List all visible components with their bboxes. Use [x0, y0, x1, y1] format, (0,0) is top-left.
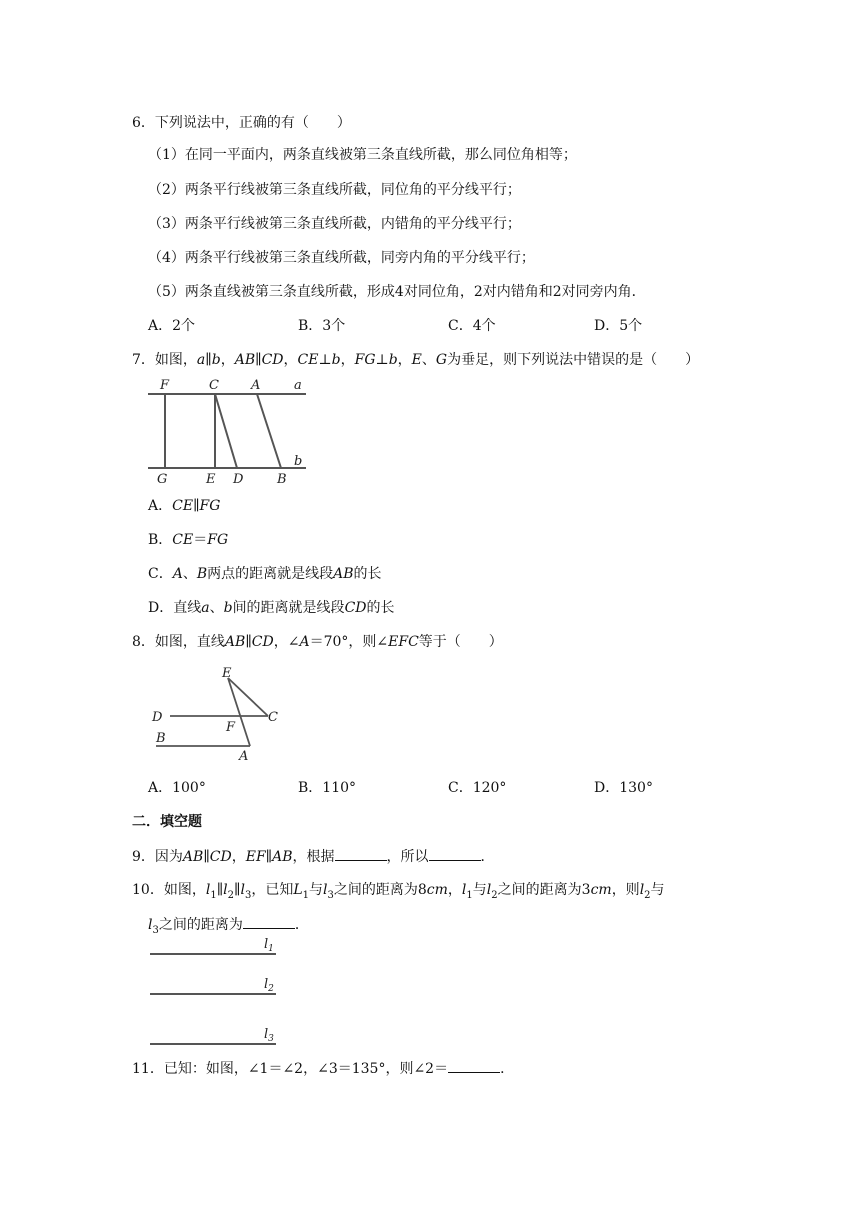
label-a: A [251, 378, 261, 393]
label-e: E [206, 472, 216, 486]
label-f: F [160, 378, 170, 393]
q6-option-a: A．2个 [148, 318, 196, 334]
segment-ab [257, 394, 281, 468]
label-l1: $l_1$ [264, 937, 274, 954]
q7-stem: 7．如图，a∥b，AB∥CD，CE⊥b，FG⊥b，E、G为垂足，则下列说法中错误的是（ ） [132, 352, 700, 368]
q8-figure [146, 660, 286, 764]
label-c: C [268, 710, 278, 725]
q9-stem: 9．因为AB∥CD，EF∥AB，根据 ，所以 ． [132, 846, 495, 867]
q10-blank[interactable] [243, 914, 295, 929]
label-b: B [156, 731, 166, 746]
label-d: D [233, 472, 244, 486]
section-title-fill-blank: 二．填空题 [132, 814, 202, 830]
q7-option-b: B．CE＝FG [148, 532, 229, 548]
q6-item-3: （3）两条平行线被第三条直线所截，内错角的平分线平行； [148, 216, 521, 232]
q6-stem: 6．下列说法中，正确的有（ ） [132, 115, 351, 131]
q7-option-a: A．CE∥FG [148, 498, 221, 514]
q6-item-5: （5）两条直线被第三条直线所截，形成4对同位角，2对内错角和2对同旁内角． [148, 284, 646, 300]
q8-option-a: A．100° [148, 780, 206, 796]
label-e: E [222, 666, 232, 681]
q7-option-d: D．直线a、b间的距离就是线段CD的长 [148, 600, 395, 616]
label-g: G [157, 472, 168, 486]
q6-item-1: （1）在同一平面内，两条直线被第三条直线所截，那么同位角相等； [148, 147, 577, 163]
label-d: D [152, 710, 163, 725]
segment-cd [215, 394, 237, 468]
label-line-b: b [294, 454, 303, 469]
q8-option-b: B．110° [298, 780, 357, 796]
q10-figure [148, 932, 280, 1052]
q7-option-c: C．A、B两点的距离就是线段AB的长 [148, 566, 382, 582]
q6-option-c: C．4个 [448, 318, 496, 334]
q6-item-2: （2）两条平行线被第三条直线所截，同位角的平分线平行； [148, 182, 521, 198]
label-b: B [277, 472, 287, 486]
q8-stem: 8．如图，直线AB∥CD，∠A＝70°，则∠EFC等于（ ） [132, 634, 503, 650]
q11-blank[interactable] [448, 1058, 500, 1073]
q6-item-4: （4）两条平行线被第三条直线所截，同旁内角的平分线平行； [148, 250, 535, 266]
q10-stem-line1: 10．如图，$l_1\parallel l_2\parallel l_3$，已知$L_1$与$l_3$之间的距离为8cm，$l_1$与$l_2$之间的距离为3cm，则$l_2$与 [132, 882, 665, 901]
q7-figure [146, 374, 310, 486]
q8-option-c: C．120° [448, 780, 507, 796]
q9-blank-1[interactable] [335, 846, 387, 861]
label-a: A [239, 749, 249, 764]
q11-stem: 11．已知：如图，∠1＝∠2，∠3＝135°，则∠2＝ ． [132, 1058, 514, 1079]
q8-option-d: D．130° [594, 780, 653, 796]
q6-option-b: B．3个 [298, 318, 346, 334]
label-l3: $l_3$ [264, 1027, 274, 1044]
q10-stem-line2: $l_3$之间的距离为 ． [148, 914, 309, 941]
label-line-a: a [294, 378, 302, 393]
q6-option-d: D．5个 [594, 318, 643, 334]
q9-blank-2[interactable] [429, 846, 481, 861]
label-f: F [226, 720, 236, 735]
label-l2: $l_2$ [264, 977, 274, 994]
label-c: C [209, 378, 219, 393]
